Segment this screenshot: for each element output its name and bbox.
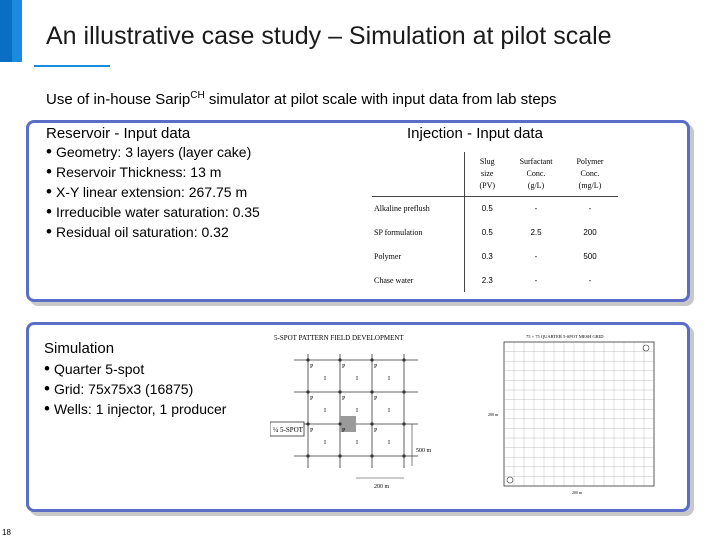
table-row <box>372 268 618 292</box>
simulation-list <box>44 359 226 419</box>
grid-border <box>504 342 654 486</box>
column-header-line: Conc. <box>580 168 600 178</box>
reservoir-heading: Reservoir - Input data <box>46 125 191 142</box>
producer-label: P <box>342 428 346 434</box>
producer-label: P <box>374 364 378 370</box>
column-header-line: size <box>481 168 494 178</box>
slug-value: 2.3 <box>481 275 493 285</box>
polymer-value: 200 <box>583 227 597 237</box>
quarter-label: ¼ 5-SPOT <box>273 426 303 434</box>
producer-label: P <box>342 364 346 370</box>
slide-title: An illustrative case study – Simulation at pilot scale <box>46 22 612 50</box>
injector-label: I <box>388 440 390 446</box>
column-header-line: (mg/L) <box>578 180 602 190</box>
page-number: 18 <box>2 528 11 537</box>
producer-label: P <box>310 428 314 434</box>
column-header-line: Polymer <box>576 156 604 166</box>
table-row <box>372 220 618 244</box>
column-header-polymer <box>562 152 618 196</box>
polymer-value: - <box>588 203 592 213</box>
injector-label: I <box>388 376 390 382</box>
reservoir-item: • Residual oil saturation: 0.32 <box>46 222 260 242</box>
grid-bottom-dimension: 200 m <box>572 490 583 495</box>
surfactant-value: 2.5 <box>530 227 542 237</box>
column-header-line: (PV) <box>479 180 496 190</box>
column-header-line: Conc. <box>526 168 546 178</box>
injector-label: I <box>356 440 358 446</box>
table-row <box>372 196 618 220</box>
table-header-row <box>372 152 618 196</box>
reservoir-item: • X-Y linear extension: 267.75 m <box>46 182 260 202</box>
simulation-item: • Grid: 75x75x3 (16875) <box>44 379 226 399</box>
mesh-grid-figure <box>486 330 666 500</box>
injector-label: I <box>324 376 326 382</box>
column-header-surfactant <box>510 152 562 196</box>
injection-heading: Injection - Input data <box>407 125 543 142</box>
vertical-dimension-label: 500 m <box>416 448 432 454</box>
subtitle-superscript: CH <box>190 90 205 101</box>
polymer-value: 500 <box>583 251 597 261</box>
slug-value: 0.5 <box>481 203 493 213</box>
producer-label: P <box>342 396 346 402</box>
column-header-line: Slug <box>479 156 495 166</box>
grid-title: 75 × 75 QUARTER 5-SPOT MESH GRID <box>526 334 604 339</box>
column-header-slug <box>464 152 510 196</box>
simulation-heading: Simulation <box>44 340 115 357</box>
reservoir-item: • Reservoir Thickness: 13 m <box>46 162 260 182</box>
table-corner-cell <box>372 152 464 196</box>
accent-bar <box>0 0 22 62</box>
table-row <box>372 244 618 268</box>
surfactant-value: - <box>534 251 538 261</box>
slug-value: 0.5 <box>481 227 493 237</box>
pattern-title: 5-SPOT PATTERN FIELD DEVELOPMENT <box>274 334 404 342</box>
slide-subtitle <box>46 90 557 108</box>
subtitle-text-after: simulator at pilot scale with input data from lab steps <box>204 91 557 108</box>
surfactant-value: - <box>534 275 538 285</box>
slug-value: 0.3 <box>481 251 493 261</box>
injector-label: I <box>388 408 390 414</box>
row-label: Alkaline preflush <box>372 196 464 220</box>
column-header-line: (g/L) <box>527 180 545 190</box>
subtitle-text-before: Use of in-house Sarip <box>46 91 191 108</box>
polymer-value: - <box>588 275 592 285</box>
grid-left-dimension: 200 m <box>488 412 499 417</box>
five-spot-pattern-figure <box>270 330 476 502</box>
injector-label: I <box>324 408 326 414</box>
reservoir-list <box>46 142 260 242</box>
simulation-item: • Quarter 5-spot <box>44 359 226 379</box>
title-underline <box>34 65 110 67</box>
horizontal-dimension-label: 200 m <box>374 484 390 490</box>
injector-label: I <box>356 408 358 414</box>
reservoir-item: • Geometry: 3 layers (layer cake) <box>46 142 260 162</box>
producer-label: P <box>374 428 378 434</box>
well-labels <box>310 364 390 446</box>
injector-label: I <box>356 376 358 382</box>
producer-label: P <box>374 396 378 402</box>
surfactant-value: - <box>534 203 538 213</box>
producer-label: P <box>310 396 314 402</box>
row-label: Chase water <box>372 268 464 292</box>
column-header-line: Surfactant <box>519 156 553 166</box>
row-label: Polymer <box>372 244 464 268</box>
injector-label: I <box>324 440 326 446</box>
simulation-item: • Wells: 1 injector, 1 producer <box>44 399 226 419</box>
row-label: SP formulation <box>372 220 464 244</box>
producer-label: P <box>310 364 314 370</box>
injection-table <box>372 152 618 292</box>
reservoir-item: • Irreducible water saturation: 0.35 <box>46 202 260 222</box>
